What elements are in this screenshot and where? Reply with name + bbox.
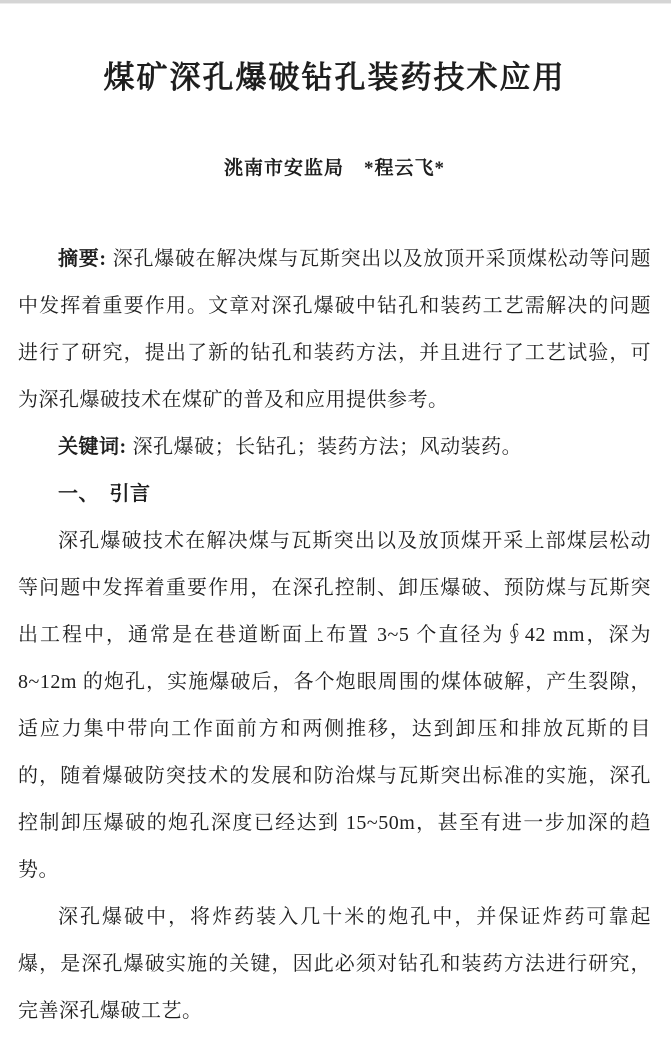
window-top-edge [0,0,671,4]
document-title: 煤矿深孔爆破钻孔装药技术应用 [103,60,566,95]
abstract-text: 深孔爆破在解决煤与瓦斯突出以及放顶开采顶煤松动等问题中发挥着重要作用。文章对深孔爆破中钻孔和装药工艺需解决的问题进行了研究，提出了新的钻孔和装药方法，并且进行了工艺试验，可为深孔爆破技术在煤矿的普及和应用提供参考。 [18,248,651,411]
body-paragraph: 深孔爆破技术在解决煤与瓦斯突出以及放顶煤开采上部煤层松动等问题中发挥着重要作用，在深孔控制、卸压爆破、预防煤与瓦斯突出工程中，通常是在巷道断面上布置 3~5 个直径为∮42 mm，深为 8~12m 的炮孔，实施爆破后，各个炮眼周围的煤体破解，产生裂隙，适应力集中带向工作面前方和两侧推移，达到卸压和排放瓦斯的目的，随着爆破防突技术的发展和防治煤与瓦斯突出标准的实施，深孔控制卸压爆破的炮孔深度已经达到 15~50m，甚至有进一步加深的趋势。 [18,530,657,881]
keywords-paragraph [18,424,651,471]
abstract-paragraph [18,236,651,424]
section-heading-introduction: 一、 引言 [58,483,151,505]
abstract-label: 摘要: [58,248,107,270]
body-paragraph: 深孔爆破中，将炸药装入几十米的炮孔中，并保证炸药可靠起爆，是深孔爆破实施的关键，因此必须对钻孔和装药方法进行研究，完善深孔爆破工艺。 [18,906,651,1022]
keywords-text: 深孔爆破；长钻孔；装药方法；风动装药。 [132,436,523,458]
author-line: 洮南市安监局 *程云飞* [223,158,445,179]
document-body [18,236,657,1035]
keywords-label: 关键词: [58,436,127,458]
